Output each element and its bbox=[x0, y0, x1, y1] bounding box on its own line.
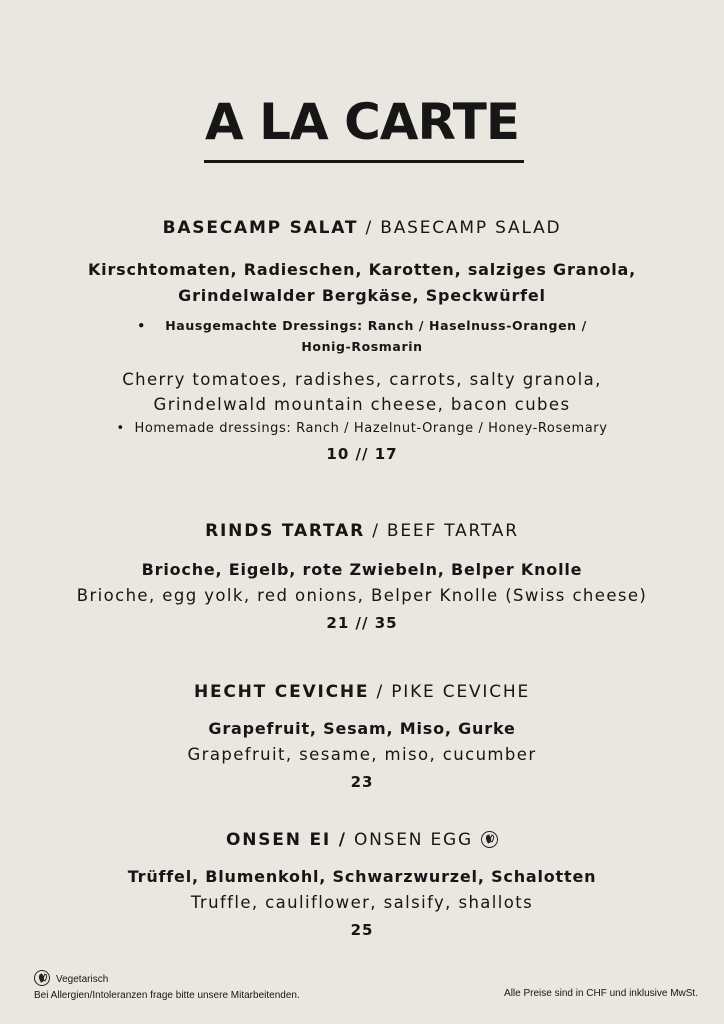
dish-name-en: PIKE CEVICHE bbox=[391, 682, 531, 702]
price-note: Alle Preise sind in CHF und inklusive MwSt. bbox=[504, 988, 698, 999]
dish-name-separator bbox=[347, 830, 354, 850]
bullet-icon: • bbox=[137, 318, 146, 333]
dish-name-separator: / bbox=[364, 521, 387, 541]
description-en-line: Grindelwald mountain cheese, bacon cubes bbox=[153, 395, 571, 414]
dressings-de-line: Hausgemachte Dressings: Ranch / Haselnuss-Orangen / bbox=[165, 318, 587, 333]
dish-onsen-ei bbox=[0, 828, 724, 943]
dish-description-en: Truffle, cauliflower, salsify, shallots bbox=[190, 893, 534, 912]
dish-name-en: BASECAMP SALAD bbox=[380, 218, 562, 238]
description-de-line: Kirschtomaten, Radieschen, Karotten, salziges Granola, bbox=[87, 260, 637, 279]
vegetarian-leaf-icon bbox=[34, 970, 50, 986]
dish-title bbox=[0, 680, 724, 704]
dish-description-de: Grapefruit, Sesam, Miso, Gurke bbox=[208, 719, 516, 738]
vegetarian-legend bbox=[34, 970, 300, 988]
vegetarian-label: Vegetarisch bbox=[56, 974, 109, 985]
dish-name-de: RINDS TARTAR bbox=[205, 521, 365, 541]
dish-name-separator: / bbox=[369, 682, 392, 702]
dish-name-en: ONSEN EGG bbox=[353, 830, 473, 850]
dish-name-de: BASECAMP SALAT bbox=[162, 218, 359, 238]
allergy-note: Bei Allergien/Intoleranzen frage bitte unsere Mitarbeitenden. bbox=[34, 990, 300, 1001]
dressings-de-line: Honig-Rosmarin bbox=[301, 339, 423, 354]
footer-notes bbox=[34, 970, 300, 1004]
bullet-icon: • bbox=[116, 421, 125, 436]
dish-title bbox=[0, 519, 724, 543]
dish-price: 10 // 17 bbox=[326, 445, 398, 463]
dish-description-de bbox=[0, 257, 724, 309]
description-en-line: Cherry tomatoes, radishes, carrots, salty granola, bbox=[122, 370, 602, 389]
dish-name-de: ONSEN EI / bbox=[225, 830, 347, 850]
dish-title bbox=[0, 828, 724, 852]
dish-rinds-tartar bbox=[0, 519, 724, 636]
dish-description-en: Grapefruit, sesame, miso, cucumber bbox=[187, 745, 537, 764]
dish-description-de: Trüffel, Blumenkohl, Schwarzwurzel, Schalotten bbox=[127, 867, 597, 886]
dish-hecht-ceviche bbox=[0, 680, 724, 795]
dish-title bbox=[0, 216, 724, 240]
dish-name-separator: / bbox=[358, 218, 381, 238]
dish-price: 25 bbox=[350, 921, 374, 939]
dressings-en bbox=[0, 419, 724, 439]
dish-name-en: BEEF TARTAR bbox=[386, 521, 519, 541]
dish-description-de: Brioche, Eigelb, rote Zwiebeln, Belper Knolle bbox=[141, 560, 583, 579]
dressings-en-line: Homemade dressings: Ranch / Hazelnut-Orange / Honey-Rosemary bbox=[134, 421, 608, 436]
dressings-de bbox=[0, 315, 724, 357]
dish-price: 23 bbox=[350, 773, 374, 791]
title-underline bbox=[204, 160, 524, 163]
dish-price: 21 // 35 bbox=[326, 614, 398, 632]
dish-basecamp-salat bbox=[0, 216, 724, 467]
description-de-line: Grindelwalder Bergkäse, Speckwürfel bbox=[178, 286, 546, 305]
vegetarian-leaf-icon bbox=[481, 831, 498, 848]
dish-name-de: HECHT CEVICHE bbox=[193, 682, 370, 702]
dish-description-en bbox=[0, 367, 724, 417]
dish-description-en: Brioche, egg yolk, red onions, Belper Knolle (Swiss cheese) bbox=[76, 586, 648, 605]
page-title: A LA CARTE bbox=[205, 93, 519, 151]
